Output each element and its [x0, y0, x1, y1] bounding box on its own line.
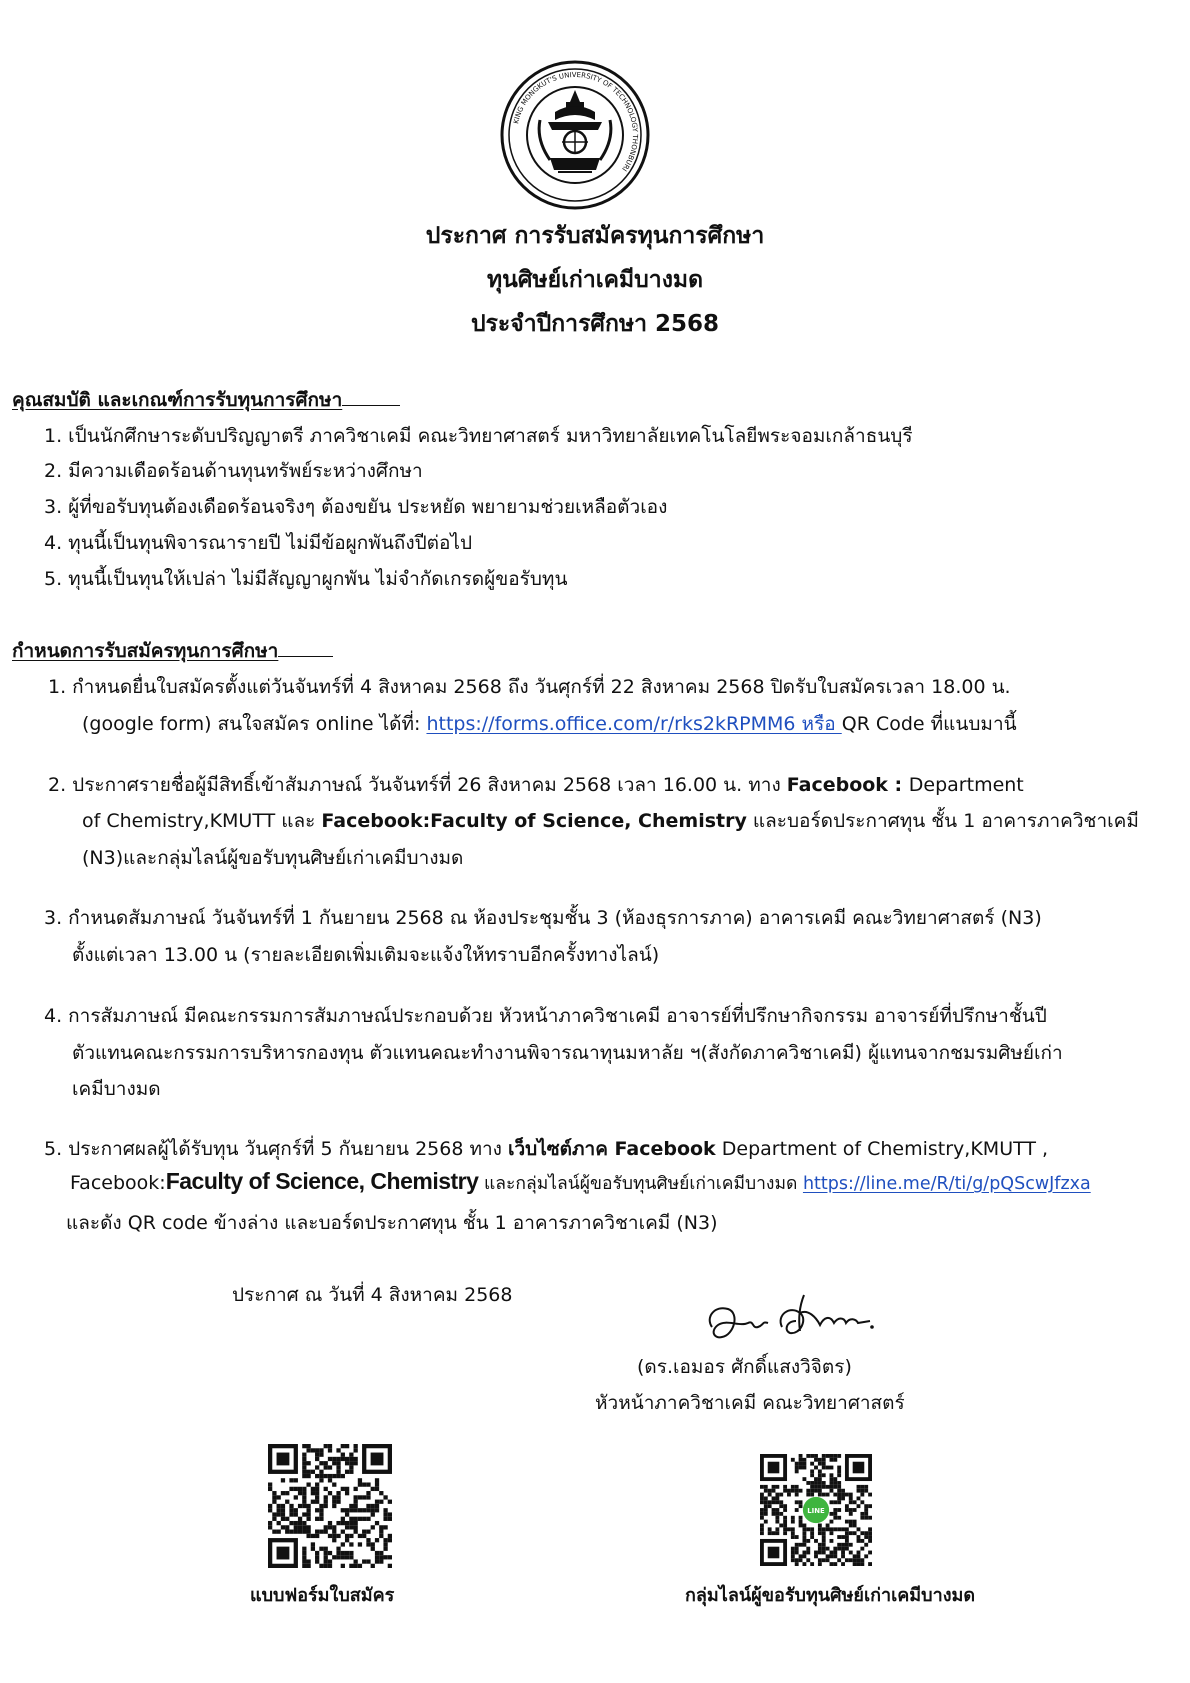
qualification-item: 3. ผู้ที่ขอรับทุนต้องเดือดร้อนจริงๆ ต้องขยัน ประหยัด พยายามช่วยเหลือตัวเอง — [44, 496, 668, 518]
schedule-item-2-line-3: (N3)และกลุ่มไลน์ผู้ขอรับทุนศิษย์เก่าเคมีบางมด — [82, 847, 464, 869]
schedule-item-5-text: และกลุ่มไลน์ผู้ขอรับทุนศิษย์เก่าเคมีบางมด — [478, 1174, 803, 1194]
schedule-item-1-line-2 — [82, 709, 1017, 739]
application-form-qr-caption: แบบฟอร์มใบสมัคร — [250, 1585, 395, 1606]
facebook-faculty-label: Facebook:Faculty of Science, Chemistry — [321, 810, 747, 832]
heading-underline — [278, 656, 333, 657]
title-line-3: ประจำปีการศึกษา 2568 — [470, 311, 720, 337]
schedule-item-5-line-3: และดัง QR code ข้างล่าง และบอร์ดประกาศทุน ชั้น 1 อาคารภาควิชาเคมี (N3) — [66, 1212, 718, 1234]
application-form-qr-code[interactable] — [268, 1444, 392, 1568]
line-group-qr-caption: กลุ่มไลน์ผู้ขอรับทุนศิษย์เก่าเคมีบางมด — [685, 1585, 976, 1606]
schedule-item-1-text: (google form) สนใจสมัคร online ได้ที่: — [82, 713, 427, 735]
schedule-item-4-line-2: ตัวแทนคณะกรรมการบริหารกองทุน ตัวแทนคณะทำงานพิจารณาทุนมหาลัย ฯ(สังกัดภาควิชาเคมี) ผู้แทนจากชมรมศิษย์เก่า — [72, 1042, 1063, 1064]
signer-name: (ดร.เอมอร ศักดิ์แสงวิจิตร) — [637, 1356, 852, 1378]
schedule-item-3-line-2: ตั้งแต่เวลา 13.00 น (รายละเอียดเพิ่มเติมจะแจ้งให้ทราบอีกครั้งทางไลน์) — [72, 944, 660, 966]
title-line-2: ทุนศิษย์เก่าเคมีบางมด — [486, 267, 704, 293]
title-line-1: ประกาศ การรับสมัครทุนการศึกษา — [425, 223, 765, 249]
schedule-item-2-line-2 — [82, 806, 1139, 836]
qualification-item: 4. ทุนนี้เป็นทุนพิจารณารายปี ไม่มีข้อผูกพันถึงปีต่อไป — [44, 532, 473, 554]
website-facebook-label: เว็บไซต์ภาค Facebook — [507, 1138, 716, 1160]
seal-ring-text: KING MONGKUT'S UNIVERSITY OF TECHNOLOGY THONBURI — [512, 70, 640, 173]
qualifications-heading-text: คุณสมบัติ และเกณฑ์การรับทุนการศึกษา — [12, 389, 343, 411]
schedule-item-4-line-1: 4. การสัมภาษณ์ มีคณะกรรมการสัมภาษณ์ประกอบด้วย หัวหน้าภาควิชาเคมี อาจารย์ที่ปรึกษากิจกรรม อาจารย์ที่ปรึกษาชั้นปี — [44, 1005, 1047, 1027]
schedule-item-2-text: 2. ประกาศรายชื่อผู้มีสิทธิ์เข้าสัมภาษณ์ วันจันทร์ที่ 26 สิงหาคม 2568 เวลา 16.00 น. ทาง — [48, 774, 787, 796]
qualification-item: 2. มีความเดือดร้อนด้านทุนทรัพย์ระหว่างศึกษา — [44, 460, 423, 482]
application-form-link[interactable]: https://forms.office.com/r/rks2kRPMM6 หรือ — [426, 713, 842, 735]
qualification-item: 5. ทุนนี้เป็นทุนให้เปล่า ไม่มีสัญญาผูกพัน ไม่จำกัดเกรดผู้ขอรับทุน — [44, 568, 568, 590]
facebook-label: Facebook : — [786, 774, 909, 796]
heading-underline — [342, 405, 400, 406]
schedule-item-5-line-1 — [44, 1134, 1048, 1164]
schedule-item-2-line-1 — [48, 770, 1024, 800]
schedule-item-3-line-1: 3. กำหนดสัมภาษณ์ วันจันทร์ที่ 1 กันยายน 2568 ณ ห้องประชุมชั้น 3 (ห้องธุรการภาค) อาคารเคมี คณะวิทยาศาสตร์ (N3) — [44, 907, 1042, 929]
schedule-item-1-line-1: 1. กำหนดยื่นใบสมัครตั้งแต่วันจันทร์ที่ 4 สิงหาคม 2568 ถึง วันศุกร์ที่ 22 สิงหาคม 2568 ปิดรับใบสมัครเวลา 18.00 น. — [48, 676, 1011, 698]
department-text: Department of Chemistry,KMUTT , — [715, 1138, 1049, 1160]
department-text: Department — [908, 774, 1024, 796]
line-group-link[interactable]: https://line.me/R/ti/g/pQScwJfzxa — [802, 1174, 1091, 1194]
line-group-qr-code[interactable] — [760, 1454, 872, 1566]
signature-icon — [700, 1287, 880, 1352]
announcement-date: ประกาศ ณ วันที่ 4 สิงหาคม 2568 — [232, 1284, 513, 1306]
schedule-item-5-text: 5. ประกาศผลผู้ได้รับทุน วันศุกร์ที่ 5 กันยายน 2568 ทาง — [44, 1138, 508, 1160]
schedule-item-5-line-2 — [70, 1168, 1091, 1197]
facebook-prefix: Facebook: — [70, 1172, 166, 1194]
university-seal-icon — [500, 60, 650, 210]
schedule-heading — [12, 636, 333, 666]
schedule-item-2-text: และบอร์ดประกาศทุน ชั้น 1 อาคารภาควิชาเคมี — [746, 810, 1139, 832]
line-logo-text: LINE — [807, 1507, 825, 1516]
faculty-of-science-label: Faculty of Science, Chemistry — [165, 1168, 479, 1194]
qualifications-heading — [12, 385, 400, 415]
schedule-item-1-qr-text: QR Code ที่แนบมานี้ — [841, 713, 1017, 735]
schedule-item-4-line-3: เคมีบางมด — [72, 1078, 161, 1100]
schedule-item-2-text: of Chemistry,KMUTT และ — [82, 810, 322, 832]
schedule-heading-text: กำหนดการรับสมัครทุนการศึกษา — [12, 640, 279, 662]
qualification-item: 1. เป็นนักศึกษาระดับปริญญาตรี ภาควิชาเคมี คณะวิทยาศาสตร์ มหาวิทยาลัยเทคโนโลยีพระจอมเกล้าธนบุรี — [44, 425, 913, 447]
signer-title: หัวหน้าภาควิชาเคมี คณะวิทยาศาสตร์ — [595, 1392, 905, 1414]
